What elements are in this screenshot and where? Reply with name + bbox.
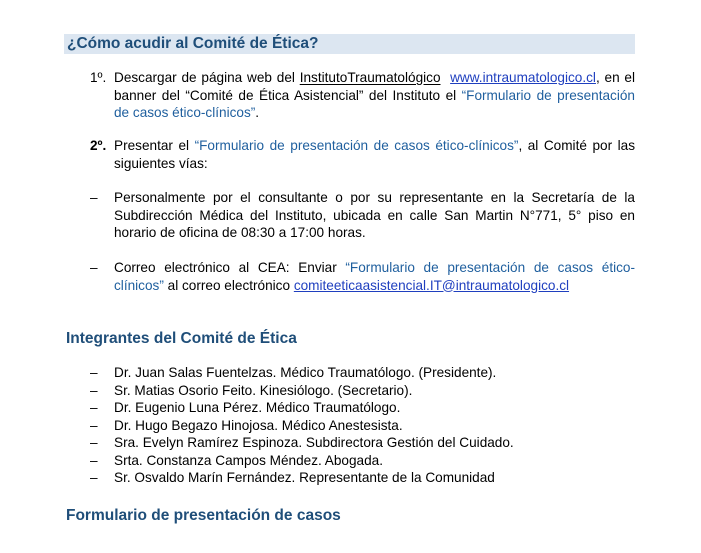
member-marker: – — [90, 400, 98, 415]
member-marker: – — [90, 417, 98, 433]
via-personal-text: Personalmente por el consultante o por su representante en la Secretaría de la Subdirección Médica del Instituto, ubicada en calle San Martin N°771, 5° piso en horario de oficina de 08:30 a 17:00 horas. — [114, 190, 635, 240]
member-item — [90, 417, 635, 435]
member-text: Dr. Juan Salas Fuentelzas. Médico Traumatólogo. (Presidente). — [114, 365, 497, 380]
member-marker: – — [90, 382, 98, 398]
via-personal — [90, 189, 635, 242]
via-email-marker: – — [90, 260, 98, 275]
member-marker: – — [90, 435, 98, 450]
step-1 — [90, 69, 635, 122]
member-item — [90, 364, 635, 382]
member-text: Dr. Hugo Begazo Hinojosa. Médico Anestesista. — [114, 417, 403, 433]
member-item — [90, 452, 635, 470]
email-link[interactable]: comiteeticaasistencial.IT@intraumatologico.cl — [293, 277, 570, 293]
step-2 — [90, 137, 635, 172]
step-1-form-name: “Formulario de presentación de casos ético-clínicos” — [114, 87, 635, 120]
member-text: Srta. Constanza Campos Méndez. Abogada. — [114, 452, 384, 468]
step-1-institute-name: InstitutoTraumatológico — [299, 70, 441, 85]
via-email-text-pre: Correo electrónico al CEA: Enviar — [114, 260, 346, 275]
members-list — [90, 364, 635, 487]
member-item — [90, 399, 635, 417]
via-email — [90, 259, 635, 294]
step-2-form-name: “Formulario de presentación de casos ético-clínicos” — [194, 138, 519, 153]
website-link[interactable]: www.intraumatologico.cl — [450, 70, 596, 85]
via-personal-marker: – — [90, 190, 98, 205]
member-item — [90, 434, 635, 452]
step-1-text-end: . — [255, 105, 260, 120]
member-item — [90, 382, 635, 400]
member-marker: – — [90, 470, 98, 485]
member-text: Sr. Matias Osorio Feito. Kinesiólogo. (Secretario). — [114, 382, 413, 398]
member-marker: – — [90, 452, 98, 468]
step-2-text-post: , al Comité por las siguientes vías: — [114, 138, 636, 171]
via-email-form-name: “Formulario de presentación de casos ético-clínicos” — [114, 260, 635, 293]
heading-formulario: Formulario de presentación de casos — [66, 507, 341, 524]
member-item — [90, 469, 635, 487]
heading-integrantes: Integrantes del Comité de Ética — [66, 330, 297, 347]
step-2-text-pre: Presentar el — [114, 138, 195, 153]
step-1-text-pre: Descargar de página web del — [114, 70, 300, 85]
step-1-marker: 1º. — [90, 70, 107, 85]
step-2-marker: 2º. — [90, 138, 107, 153]
via-email-text-mid: al correo electrónico — [163, 277, 294, 293]
member-text: Sr. Osvaldo Marín Fernández. Representante de la Comunidad — [114, 470, 495, 485]
step-1-text-mid: , en el banner del “Comité de Ética Asistencial” del Instituto el — [114, 70, 636, 103]
member-text: Sra. Evelyn Ramírez Espinoza. Subdirectora Gestión del Cuidado. — [114, 435, 514, 450]
heading-como-acudir: ¿Cómo acudir al Comité de Ética? — [64, 34, 635, 54]
member-marker: – — [90, 365, 98, 380]
member-text: Dr. Eugenio Luna Pérez. Médico Traumatólogo. — [114, 400, 401, 415]
